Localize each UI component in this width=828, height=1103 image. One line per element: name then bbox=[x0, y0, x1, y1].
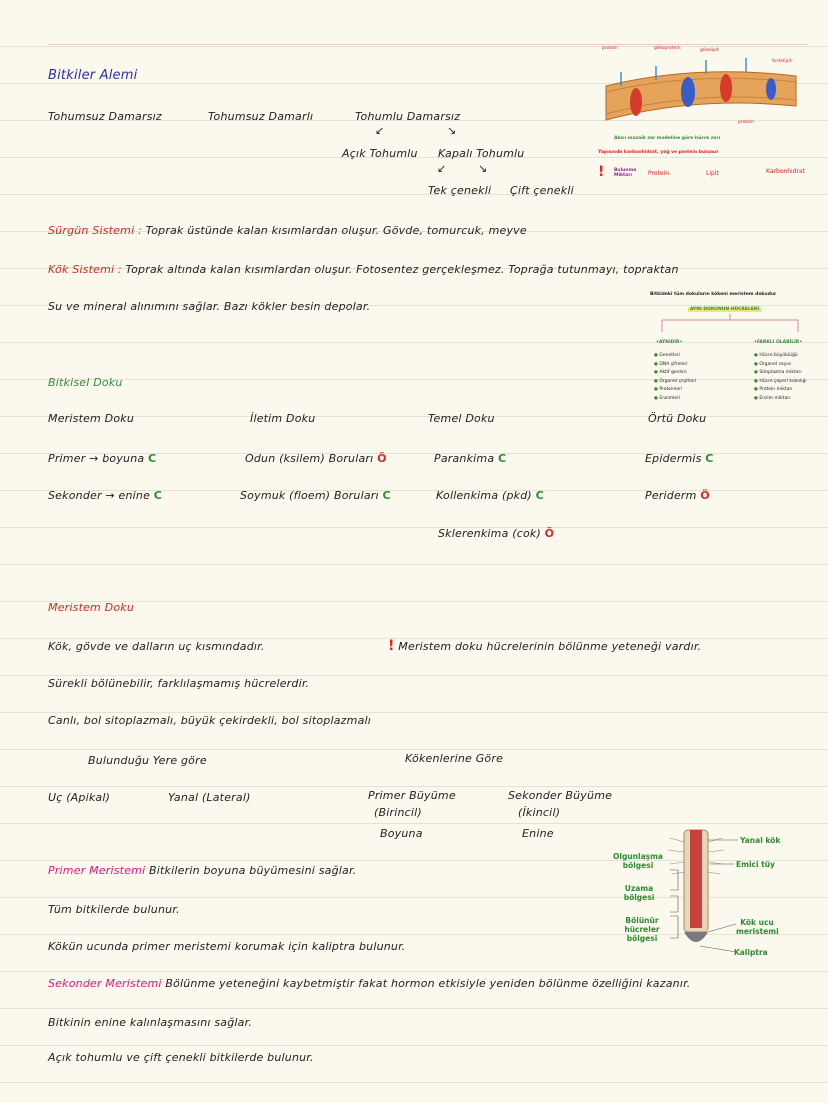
dicot-label: Çift çenekli bbox=[510, 184, 574, 197]
dead-mark: Ö bbox=[700, 489, 710, 502]
membrane-label-glycolipid: glikolipit bbox=[700, 48, 719, 53]
root-system-text: Toprak altında kalan kısımlardan oluşur. Fotosentez gerçekleşmez. Toprağa tutunmayı, topraktan bbox=[125, 263, 679, 276]
amount-protein: Protein bbox=[648, 170, 670, 177]
amount-box-label: Bulunma Miktarı bbox=[614, 168, 637, 178]
periderm-row bbox=[645, 489, 710, 502]
parenchyma-label: Parankima bbox=[434, 452, 495, 465]
periderm-label: Periderm bbox=[645, 489, 697, 502]
membrane-caption: Akıcı mozaik zar modeline göre hücre zarı bbox=[614, 136, 721, 141]
origin-title: Bitkideki tüm dokuların kökeni meristem dokudur bbox=[650, 292, 777, 297]
list-item: ● Hücre büyüklüğü bbox=[754, 353, 798, 358]
alive-mark: C bbox=[153, 489, 163, 502]
primer-meristem-label: Primer Meristemi bbox=[48, 864, 146, 877]
dead-mark: Ö bbox=[377, 452, 387, 465]
xylem-label: Odun (ksilem) Boruları bbox=[245, 452, 374, 465]
apical-label: Uç (Apikal) bbox=[48, 791, 111, 804]
zone-elongation: Uzama bölgesi bbox=[623, 884, 655, 902]
amount-carbohydrate: Karbonhidrat bbox=[766, 168, 806, 175]
primer-meristem-text-3: Kökün ucunda primer meristemi korumak için kaliptra bulunur. bbox=[48, 940, 406, 953]
sekonder-meristem-text-3: Açık tohumlu ve çift çenekli bitkilerde bulunur. bbox=[48, 1051, 314, 1064]
page-title: Bitkiler Alemi bbox=[48, 68, 138, 83]
zone-mature: Olgunlaşma bölgesi bbox=[613, 852, 663, 870]
category-seed-plants: Tohumlu Damarsız bbox=[355, 110, 461, 123]
origin-subtitle: AYNI DOKUNUN HÜCRELERİ bbox=[690, 307, 760, 312]
category-seedless-nonvascular: Tohumsuz Damarsız bbox=[48, 110, 162, 123]
root-system-line bbox=[48, 263, 679, 276]
list-item: ● Genetleri bbox=[654, 353, 681, 358]
transport-tissue: İletim Doku bbox=[250, 412, 316, 425]
primer-row bbox=[48, 452, 156, 465]
root-system-text-2: Su ve mineral alınımını sağlar. Bazı kökler besin depolar. bbox=[48, 300, 371, 313]
list-item: ● Aktif genleri bbox=[654, 370, 687, 376]
meristem-tissue: Meristem Doku bbox=[48, 412, 135, 425]
alive-mark: C bbox=[148, 452, 157, 465]
list-item: ● Proteinleri bbox=[654, 387, 683, 393]
cell-membrane-figure bbox=[596, 44, 806, 192]
membrane-label-glycoprotein: glikoprotein bbox=[654, 46, 681, 51]
root-tip-figure bbox=[600, 828, 815, 963]
arrow-left-icon: ↙ bbox=[437, 162, 447, 175]
list-item: ● Sitoplazma miktarı bbox=[754, 370, 802, 376]
arrow-left-icon: ↙ bbox=[375, 124, 385, 137]
meristem-warning bbox=[388, 638, 701, 654]
list-item: ● Organel çeşitleri bbox=[654, 378, 697, 384]
by-origin-label: Kökenlerine Göre bbox=[405, 752, 504, 765]
lateral-label: Yanal (Lateral) bbox=[168, 791, 251, 804]
list-item: ● DNA şifreleri bbox=[654, 361, 688, 367]
shoot-system-line bbox=[48, 224, 527, 237]
alive-mark: C bbox=[705, 452, 714, 465]
shoot-system-label: Sürgün Sistemi : bbox=[48, 224, 142, 237]
amount-lipid: Lipit bbox=[706, 170, 719, 177]
arrow-right-icon: ↘ bbox=[478, 162, 488, 175]
alive-mark: C bbox=[535, 489, 544, 502]
list-item: ● Organel sayısı bbox=[754, 361, 792, 367]
zone-division: Bölünür hücreler bölgesi bbox=[624, 916, 660, 943]
alive-mark: C bbox=[498, 452, 507, 465]
phloem-row bbox=[240, 489, 391, 502]
membrane-label-protein: protein bbox=[602, 46, 618, 51]
open-seed-label: Açık Tohumlu bbox=[342, 147, 418, 160]
primer-growth-label: Primer Büyüme bbox=[368, 789, 456, 802]
warning-icon: ! bbox=[598, 164, 605, 180]
sclerenchyma-row bbox=[438, 527, 554, 540]
list-item: ● Enzimleri bbox=[654, 395, 681, 401]
meristem-line-1: Kök, gövde ve dalların uç kısmındadır. bbox=[48, 640, 265, 653]
warning-icon: ! bbox=[388, 638, 395, 654]
primer-meristem-line bbox=[48, 864, 356, 877]
meristem-heading: Meristem Doku bbox=[48, 601, 135, 614]
epidermis-label: Epidermis bbox=[645, 452, 702, 465]
primer-meristem-text: Bitkilerin boyuna büyümesini sağlar. bbox=[149, 864, 357, 877]
closed-seed-label: Kapalı Tohumlu bbox=[438, 147, 525, 160]
lateral-root-label: Yanal kök bbox=[740, 836, 781, 845]
origin-right-list bbox=[754, 352, 807, 404]
sekonder-growth-dir: Enine bbox=[522, 827, 554, 840]
root-cap-label: Kaliptra bbox=[734, 948, 768, 957]
arrow-right-icon: ↘ bbox=[447, 124, 457, 137]
dead-mark: Ö bbox=[544, 527, 555, 540]
shoot-system-text: Toprak üstünde kalan kısımlardan oluşur. Gövde, tomurcuk, meyve bbox=[145, 224, 527, 237]
root-hair-label: Emici tüy bbox=[736, 860, 775, 869]
origin-branch-lines bbox=[650, 314, 810, 334]
origin-left-head: •AYNIDIR• bbox=[656, 340, 683, 345]
epidermis-row bbox=[645, 452, 714, 465]
collenchyma-row bbox=[436, 489, 544, 502]
monocot-label: Tek çenekli bbox=[428, 184, 492, 197]
alive-mark: C bbox=[382, 489, 391, 502]
sekonder-meristem-text-2: Bitkinin enine kalınlaşmasını sağlar. bbox=[48, 1016, 253, 1029]
sekonder-meristem-label: Sekonder Meristemi bbox=[48, 977, 162, 990]
phloem-label: Soymuk (floem) Boruları bbox=[240, 489, 379, 502]
category-seedless-vascular: Tohumsuz Damarlı bbox=[208, 110, 314, 123]
primer-growth-sub: (Birincil) bbox=[374, 806, 422, 819]
collenchyma-label: Kollenkima (pkd) bbox=[436, 489, 532, 502]
protective-tissue: Örtü Doku bbox=[648, 412, 707, 425]
basic-tissue: Temel Doku bbox=[428, 412, 495, 425]
meristem-line-2: Sürekli bölünebilir, farklılaşmamış hücrelerdir. bbox=[48, 677, 310, 690]
list-item: ● Hücre çeperi kalınlığı bbox=[754, 378, 807, 384]
sekonder-row bbox=[48, 489, 162, 502]
sekonder-growth-sub: (İkincil) bbox=[518, 806, 561, 819]
membrane-note: Yapısında karbonhidrat, yağ ve protein bulunur bbox=[598, 150, 719, 155]
origin-left-list bbox=[654, 352, 696, 404]
parenchyma-row bbox=[434, 452, 506, 465]
origin-right-head: •FARKLI OLABİLİR• bbox=[754, 340, 803, 345]
primer-label: Primer → boyuna bbox=[48, 452, 145, 465]
meristem-origin-figure bbox=[650, 292, 810, 412]
membrane-diagram bbox=[596, 44, 806, 124]
xylem-row bbox=[245, 452, 387, 465]
by-location-label: Bulunduğu Yere göre bbox=[88, 754, 207, 767]
root-tip-meristem-label: Kök ucu meristemi bbox=[736, 918, 779, 936]
tissue-heading: Bitkisel Doku bbox=[48, 376, 123, 389]
sekonder-meristem-text: Bölünme yeteneğini kaybetmiştir fakat hormon etkisiyle yeniden bölünme özelliğini kazanır. bbox=[165, 977, 691, 990]
meristem-line-3: Canlı, bol sitoplazmalı, büyük çekirdekli, bol sitoplazmalı bbox=[48, 714, 372, 727]
sekonder-meristem-line bbox=[48, 977, 691, 990]
membrane-label-protein-2: protein bbox=[738, 120, 754, 125]
list-item: ● Protein miktarı bbox=[754, 387, 793, 393]
list-item: ● Enzim miktarı bbox=[754, 395, 791, 401]
membrane-label-phospholipid: fosfolipit bbox=[772, 59, 792, 64]
sekonder-label: Sekonder → enine bbox=[48, 489, 151, 502]
primer-growth-dir: Boyuna bbox=[380, 827, 423, 840]
sclerenchyma-label: Sklerenkima (cok) bbox=[438, 527, 541, 540]
root-system-label: Kök Sistemi : bbox=[48, 263, 122, 276]
meristem-warning-text: Meristem doku hücrelerinin bölünme yeteneği vardır. bbox=[398, 640, 702, 653]
sekonder-growth-label: Sekonder Büyüme bbox=[508, 789, 613, 802]
primer-meristem-text-2: Tüm bitkilerde bulunur. bbox=[48, 903, 180, 916]
